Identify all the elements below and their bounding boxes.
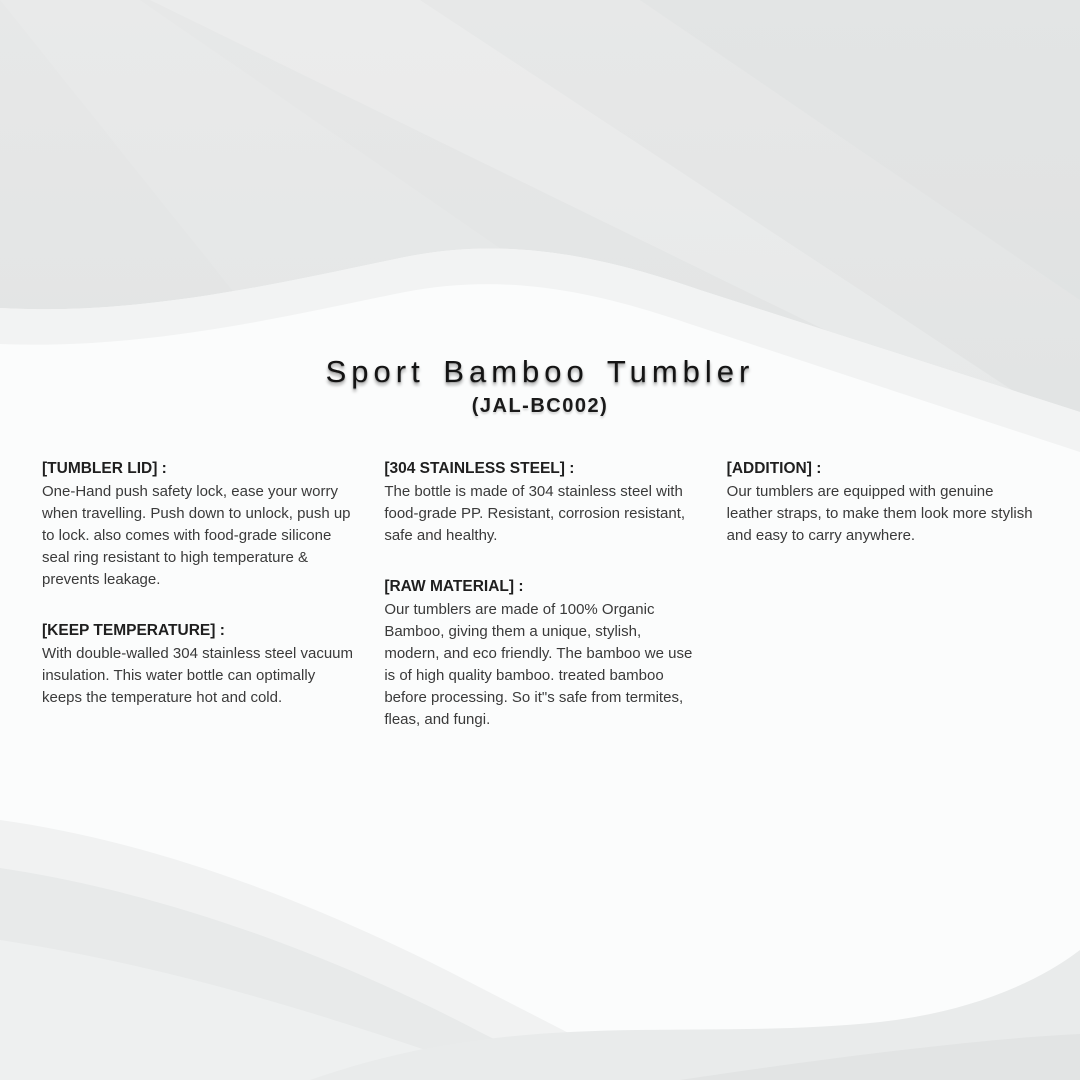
spec-block-tumbler-lid	[42, 459, 353, 591]
spec-heading: [304 STAINLESS STEEL] :	[384, 460, 575, 477]
spec-block-raw-material	[384, 577, 695, 731]
spec-columns	[42, 459, 1038, 731]
product-title: Sport Bamboo Tumbler	[325, 354, 755, 389]
hero-header	[0, 352, 1080, 419]
spec-body: The bottle is made of 304 stainless steel with food-grade PP. Resistant, corrosion resistant, safe and healthy.	[384, 483, 686, 544]
spec-block-stainless-steel	[384, 459, 695, 547]
spec-body: With double-walled 304 stainless steel vacuum insulation. This water bottle can optimally keeps the temperature hot and cold.	[42, 645, 353, 706]
spec-heading: [TUMBLER LID] :	[42, 460, 167, 477]
spec-block-keep-temperature	[42, 621, 353, 709]
spec-column-2	[384, 459, 695, 731]
spec-heading: [KEEP TEMPERATURE] :	[42, 622, 225, 639]
spec-block-addition	[727, 459, 1038, 547]
spec-heading: [RAW MATERIAL] :	[384, 578, 524, 595]
spec-column-3	[727, 459, 1038, 731]
spec-body: Our tumblers are equipped with genuine leather straps, to make them look more stylish and easy to carry anywhere.	[726, 483, 1033, 544]
product-model-code: (JAL-BC002)	[471, 395, 609, 417]
spec-body: Our tumblers are made of 100% Organic Bamboo, giving them a unique, stylish, modern, and eco friendly. The bamboo we use is of high quality bamboo. treated bamboo before processing. So it"s safe from termites, fleas, and fungi.	[384, 601, 693, 728]
spec-body: One-Hand push safety lock, ease your worry when travelling. Push down to unlock, push up to lock. also comes with food-grade silicone seal ring resistant to high temperature & prevents leakage.	[42, 483, 351, 588]
spec-heading: [ADDITION] :	[726, 460, 822, 477]
spec-column-1	[42, 459, 353, 731]
